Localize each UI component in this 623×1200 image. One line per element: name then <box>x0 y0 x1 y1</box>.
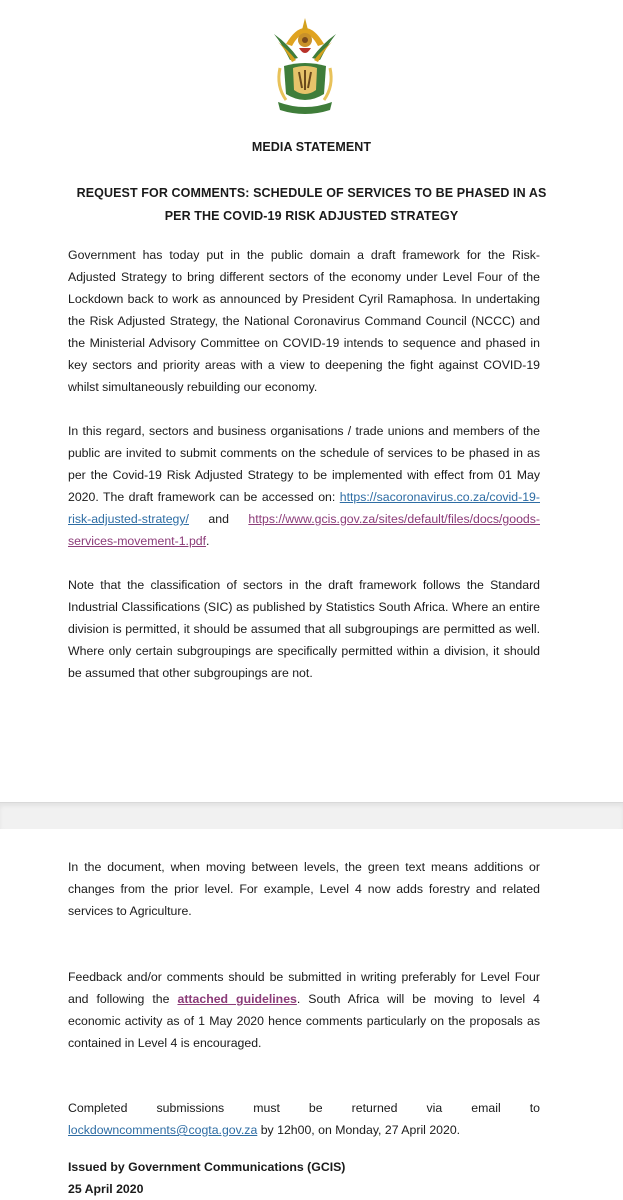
paragraph-levels: In the document, when moving between levels, the green text means additions or changes from the prior level. For example, Level 4 now adds forestry and related services to Agriculture. <box>68 860 540 918</box>
submissions-text: Completed submissions must be returned via email to <box>68 1101 540 1115</box>
document-page-2 <box>0 829 623 1200</box>
submissions-deadline: by 12h00, on Monday, 27 April 2020. <box>257 1123 461 1137</box>
link-connector: and <box>188 512 249 526</box>
statement-title <box>0 182 623 228</box>
request-end: . <box>206 534 210 548</box>
paragraph-request <box>68 420 540 552</box>
paragraph-classification: Note that the classification of sectors in the draft framework follows the Standard Industrial Classifications (SIC) as published by Statistics South Africa. Where an entire division is permitted, it should be assumed that all subgroupings are permitted as well. Where only certain subgroupings are specifically permitted within a division, it should be assumed that other subgroupings are not. <box>68 578 540 680</box>
feedback-text-end: . South Africa will be moving to level 4 economic activity as of 1 May 2020 hence comments particularly on the proposals as contained in Level 4 is encouraged. <box>68 992 540 1050</box>
issued-by: Issued by Government Communications (GCIS) <box>68 1160 346 1174</box>
statement-title-line1: REQUEST FOR COMMENTS: SCHEDULE OF SERVICES TO BE PHASED IN AS <box>76 186 547 200</box>
paragraph-feedback <box>68 966 540 1054</box>
paragraph-submissions <box>68 1097 540 1141</box>
paragraph-framework: Government has today put in the public domain a draft framework for the Risk-Adjusted Strategy to bring different sectors of the economy under Level Four of the Lockdown back to work as announced by President Cyril Ramaphosa. In undertaking the Risk Adjusted Strategy, the National Coronavirus Command Council (NCCC) and the Ministerial Advisory Committee on COVID-19 intends to sequence and phased in key sectors and priority areas with a view to deepening the fight against COVID-19 whilst simultaneously rebuilding our economy. <box>68 248 540 394</box>
gcis-pdf-link[interactable]: https://www.gcis.gov.za/sites/default/files/docs/goods-services-movement-1.pdf <box>68 512 540 548</box>
email-link[interactable]: lockdowncomments@cogta.gov.za <box>68 1123 258 1137</box>
sacoronavirus-link[interactable]: https://sacoronavirus.co.za/covid-19-risk-adjusted-strategy/ <box>68 490 540 526</box>
feedback-text: Feedback and/or comments should be submitted in writing preferably for Level Four and following the <box>68 970 540 1006</box>
request-text: In this regard, sectors and business organisations / trade unions and members of the public are invited to submit comments on the schedule of services to be phased in as per the Covid-19 Risk Adjusted Strategy to be implemented with effect from 01 May 2020. The draft framework can be accessed on: <box>68 424 540 504</box>
media-statement-heading: MEDIA STATEMENT <box>251 140 372 154</box>
issue-date: 25 April 2020 <box>68 1182 144 1196</box>
page-break <box>0 802 623 830</box>
attached-guidelines-link[interactable]: attached guidelines <box>177 992 297 1006</box>
coat-of-arms-icon <box>266 14 344 118</box>
statement-title-line2: PER THE COVID-19 RISK ADJUSTED STRATEGY <box>164 209 459 223</box>
